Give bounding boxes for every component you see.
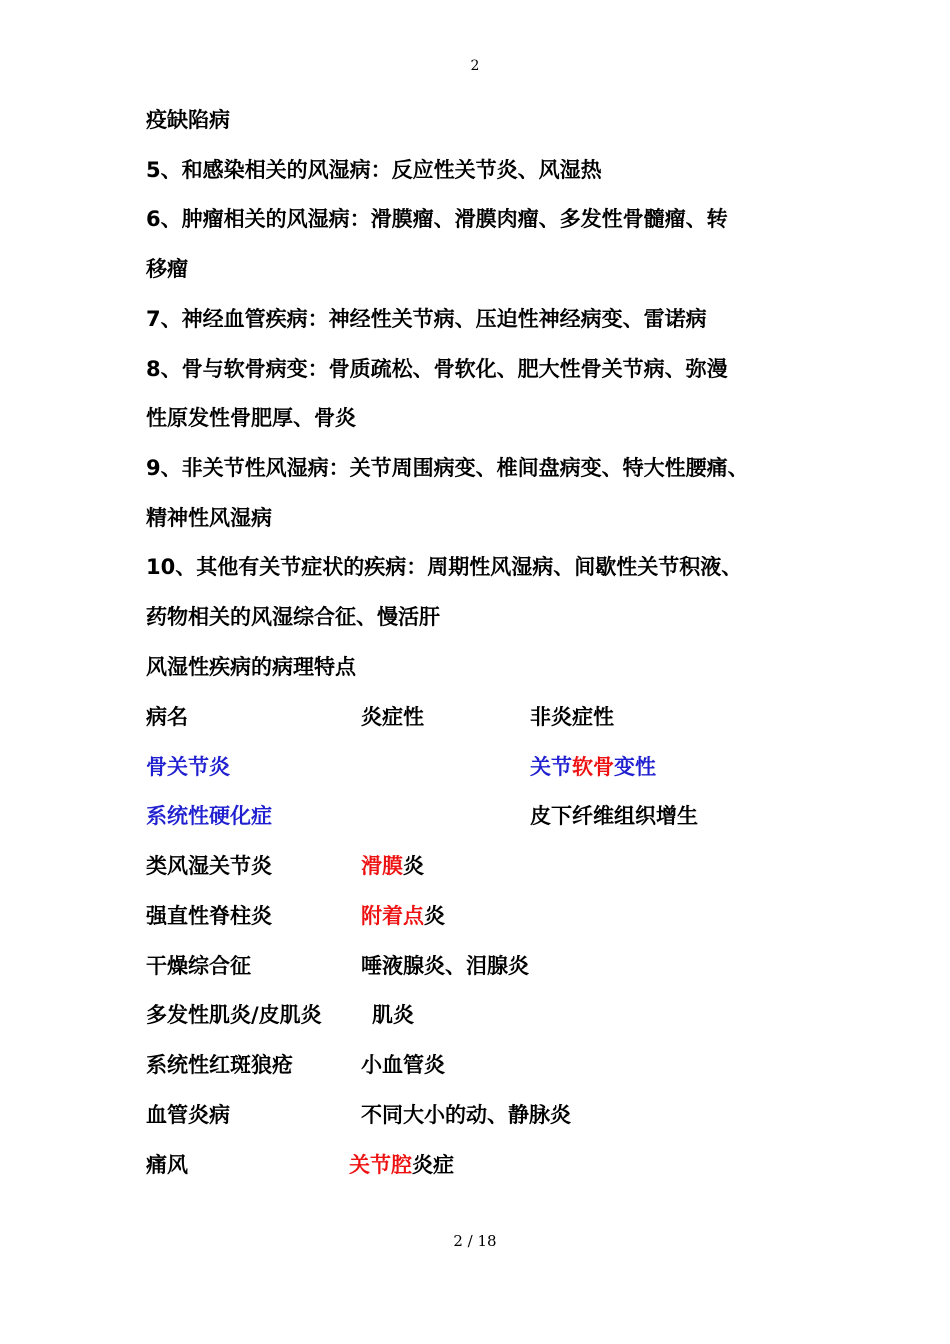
feature-part: 软骨 [572,755,614,779]
inflammatory-feature [349,1151,454,1179]
body-line: 疫缺陷病 [146,108,230,132]
page-header-number: 2 [470,58,480,74]
non-inflammatory-feature: 皮下纤维组织增生 [530,804,698,828]
inflammatory-feature: 肌炎 [372,1003,414,1027]
feature-part: 滑膜 [361,854,403,878]
feature-part: 附着点 [361,904,424,928]
disease-name: 强直性脊柱炎 [146,904,272,928]
inflammatory-feature: 唾液腺炎、泪腺炎 [361,954,529,978]
feature-part: 炎 [424,904,445,928]
body-line: 5、和感染相关的风湿病：反应性关节炎、风湿热 [146,158,602,182]
feature-part: 关节 [530,755,572,779]
feature-part: 炎 [403,854,424,878]
inflammatory-feature [361,852,424,880]
feature-part: 炎症 [412,1153,454,1177]
non-inflammatory-feature [530,753,656,781]
body-line: 10、其他有关节症状的疾病：周期性风湿病、间歇性关节积液、 [146,555,743,579]
inflammatory-feature: 小血管炎 [361,1053,445,1077]
disease-name: 多发性肌炎/皮肌炎 [146,1003,322,1027]
inflammatory-feature [361,902,445,930]
disease-name: 血管炎病 [146,1103,230,1127]
body-line: 移瘤 [146,257,188,281]
column-header-name: 病名 [146,705,188,729]
body-line: 性原发性骨肥厚、骨炎 [146,406,356,430]
body-line: 8、骨与软骨病变：骨质疏松、骨软化、肥大性骨关节病、弥漫 [146,357,728,381]
body-line: 药物相关的风湿综合征、慢活肝 [146,605,440,629]
feature-part: 变性 [614,755,656,779]
disease-name: 类风湿关节炎 [146,854,272,878]
body-line: 9、非关节性风湿病：关节周围病变、椎间盘病变、特大性腰痛、 [146,456,749,480]
disease-name: 系统性红斑狼疮 [146,1053,293,1077]
body-line: 6、肿瘤相关的风湿病：滑膜瘤、滑膜肉瘤、多发性骨髓瘤、转 [146,207,728,231]
disease-name: 痛风 [146,1153,188,1177]
disease-name: 系统性硬化症 [146,804,272,828]
column-header-inflammatory: 炎症性 [361,705,424,729]
feature-part: 关节腔 [349,1153,412,1177]
disease-name: 骨关节炎 [146,755,230,779]
body-line: 7、神经血管疾病：神经性关节病、压迫性神经病变、雷诺病 [146,307,707,331]
section-heading: 风湿性疾病的病理特点 [146,655,356,679]
column-header-non-inflammatory: 非炎症性 [530,705,614,729]
page-footer-indicator: 2 / 18 [453,1232,497,1250]
body-line: 精神性风湿病 [146,506,272,530]
disease-name: 干燥综合征 [146,954,251,978]
inflammatory-feature: 不同大小的动、静脉炎 [361,1103,571,1127]
